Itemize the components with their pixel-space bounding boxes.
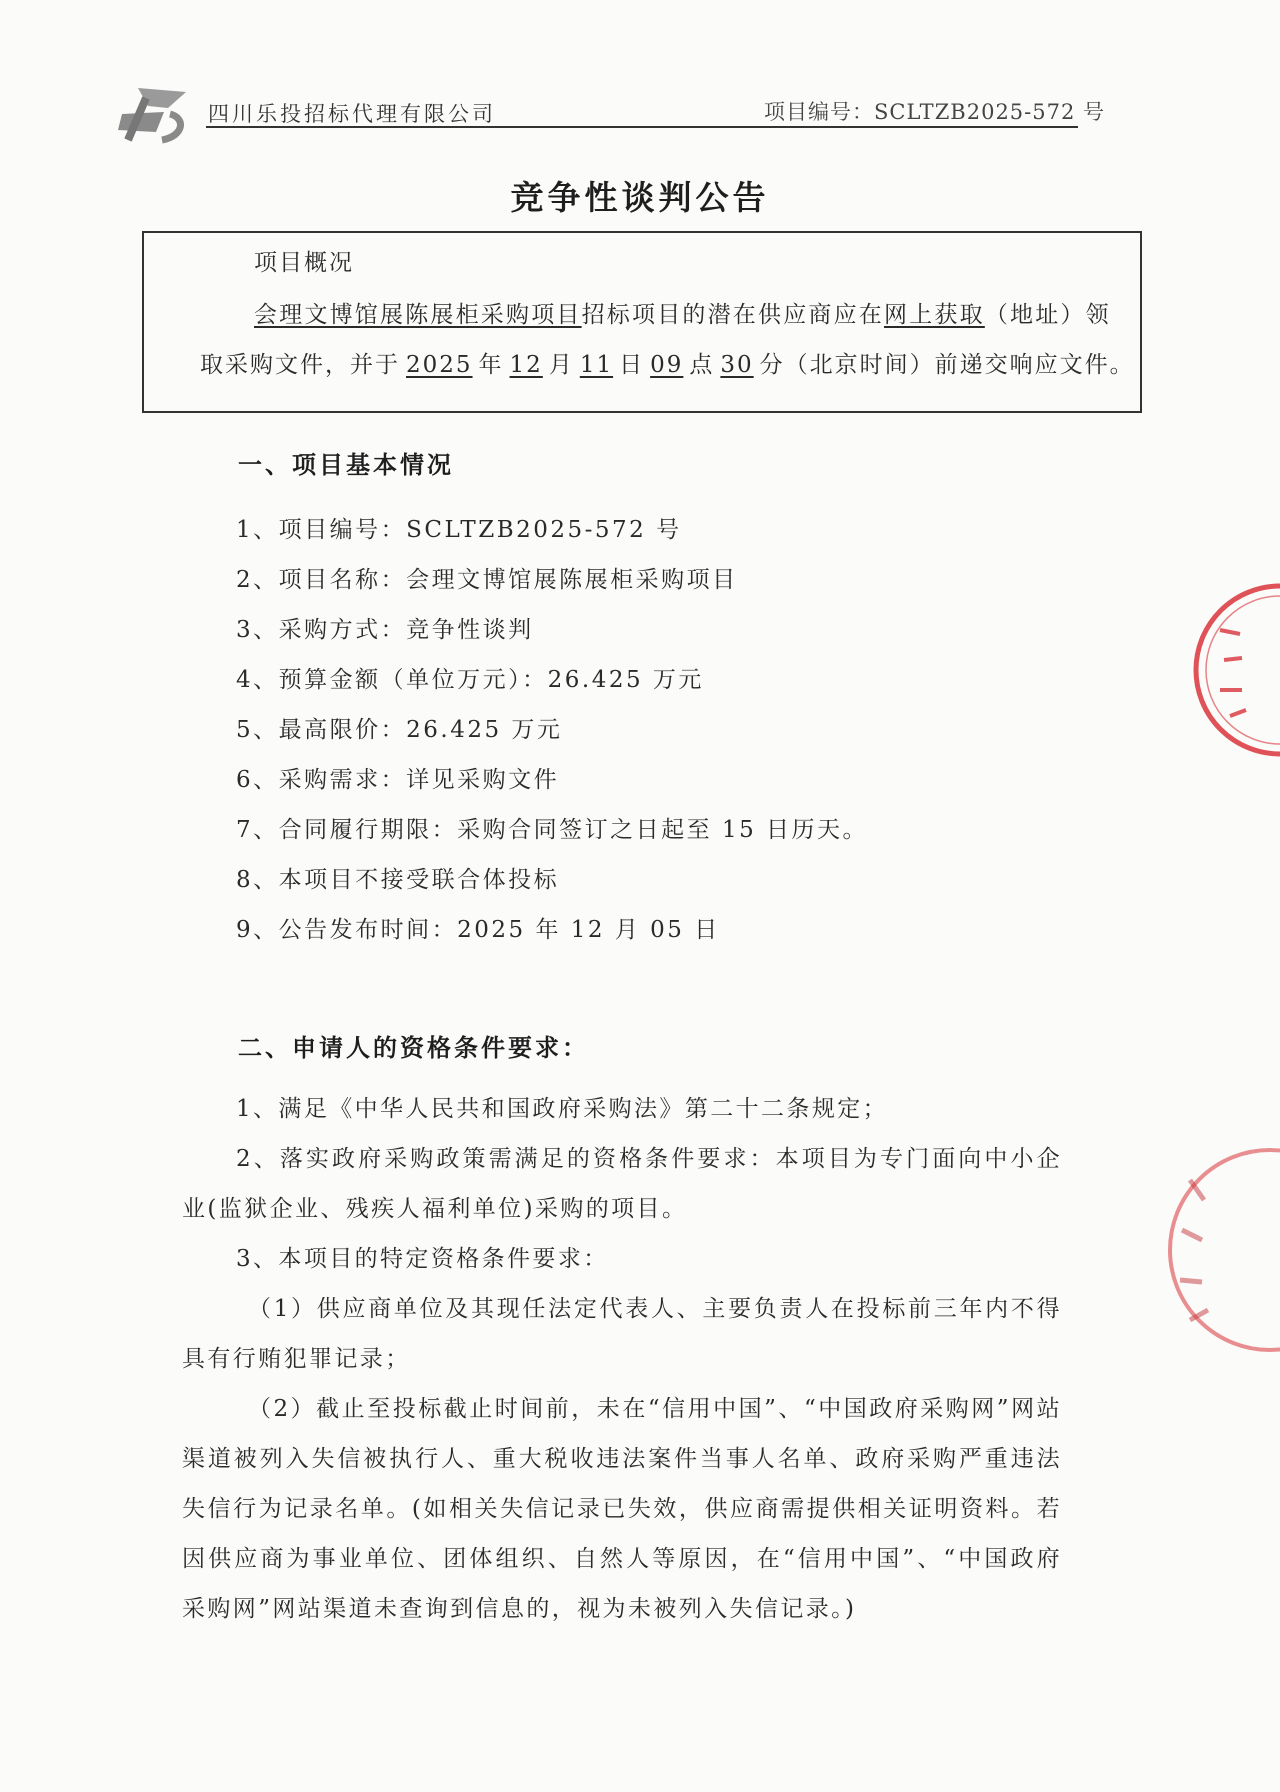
deadline-minute: 30 bbox=[720, 352, 754, 378]
deadline-year-unit: 年 bbox=[478, 352, 504, 378]
section1-item: 8、本项目不接受联合体投标 bbox=[236, 867, 560, 893]
summary-label: 项目概况 bbox=[254, 250, 354, 276]
section1-heading: 一、项目基本情况 bbox=[238, 451, 454, 479]
deadline-year: 2025 bbox=[406, 352, 473, 378]
qualification-3: 3、本项目的特定资格条件要求： bbox=[236, 1246, 609, 1272]
company-seal-faint bbox=[1160, 1120, 1280, 1380]
section1-item: 4、预算金额（单位万元）：26.425 万元 bbox=[236, 667, 704, 693]
summary-project-name: 会理文博馆展陈展柜采购项目 bbox=[254, 302, 582, 328]
page-title: 竞争性谈判公告 bbox=[510, 178, 770, 217]
company-seal bbox=[1190, 540, 1280, 800]
summary-where: 网上获取 bbox=[884, 302, 985, 328]
qualification-3-1: （1）供应商单位及其现任法定代表人、主要负责人在投标前三年内不得具有行贿犯罪记录； bbox=[182, 1296, 1062, 1372]
header-rule bbox=[206, 126, 1078, 128]
qualification-3-2: （2）截止至投标截止时间前，未在“信用中国”、“中国政府采购网”网站渠道被列入失信被执行人、重大税收违法案件当事人名单、政府采购严重违法失信行为记录名单。(如相关失信记录已失效，供应商需提供相关证明资料。若因供应商为事业单位、团体组织、自然人等原因，在“信用中国”、“中国政府采购网”网站渠道未查询到信息的，视为未被列入失信记录。) bbox=[182, 1396, 1062, 1622]
section1-item: 2、项目名称：会理文博馆展陈展柜采购项目 bbox=[236, 567, 738, 593]
qualification-2: 2、落实政府采购政策需满足的资格条件要求：本项目为专门面向中小企业(监狱企业、残疾人福利单位)采购的项目。 bbox=[182, 1146, 1062, 1222]
deadline-month: 12 bbox=[509, 352, 543, 378]
summary-text-c: 取采购文件，并于 bbox=[200, 352, 400, 378]
deadline-hour: 09 bbox=[650, 352, 684, 378]
section1-item: 3、采购方式：竞争性谈判 bbox=[236, 617, 534, 643]
deadline-hour-unit: 点 bbox=[689, 352, 715, 378]
summary-line-2 bbox=[200, 346, 1135, 379]
deadline-month-unit: 月 bbox=[548, 352, 574, 378]
section1-item: 7、合同履行期限：采购合同签订之日起至 15 日历天。 bbox=[236, 817, 869, 843]
section1-item: 1、项目编号：SCLTZB2025-572 号 bbox=[236, 517, 682, 543]
header-project-number: 项目编号：SCLTZB2025-572 号 bbox=[764, 100, 1106, 124]
company-logo bbox=[108, 78, 204, 148]
summary-text-b: （地址）领 bbox=[984, 302, 1111, 328]
deadline-minute-unit: 分 bbox=[759, 352, 785, 378]
deadline-day-unit: 日 bbox=[619, 352, 645, 378]
section2-heading: 二、申请人的资格条件要求： bbox=[238, 1034, 589, 1062]
qualification-1: 1、满足《中华人民共和国政府采购法》第二十二条规定； bbox=[236, 1096, 889, 1122]
company-name: 四川乐投招标代理有限公司 bbox=[208, 102, 496, 126]
section1-item: 6、采购需求：详见采购文件 bbox=[236, 767, 560, 793]
section1-item: 5、最高限价：26.425 万元 bbox=[236, 717, 563, 743]
summary-text-d: （北京时间）前递交响应文件。 bbox=[784, 352, 1135, 378]
deadline-day: 11 bbox=[579, 352, 614, 378]
summary-line-1 bbox=[254, 296, 1111, 329]
section1-item: 9、公告发布时间：2025 年 12 月 05 日 bbox=[236, 917, 720, 943]
summary-text-a: 招标项目的潜在供应商应在 bbox=[581, 302, 885, 328]
